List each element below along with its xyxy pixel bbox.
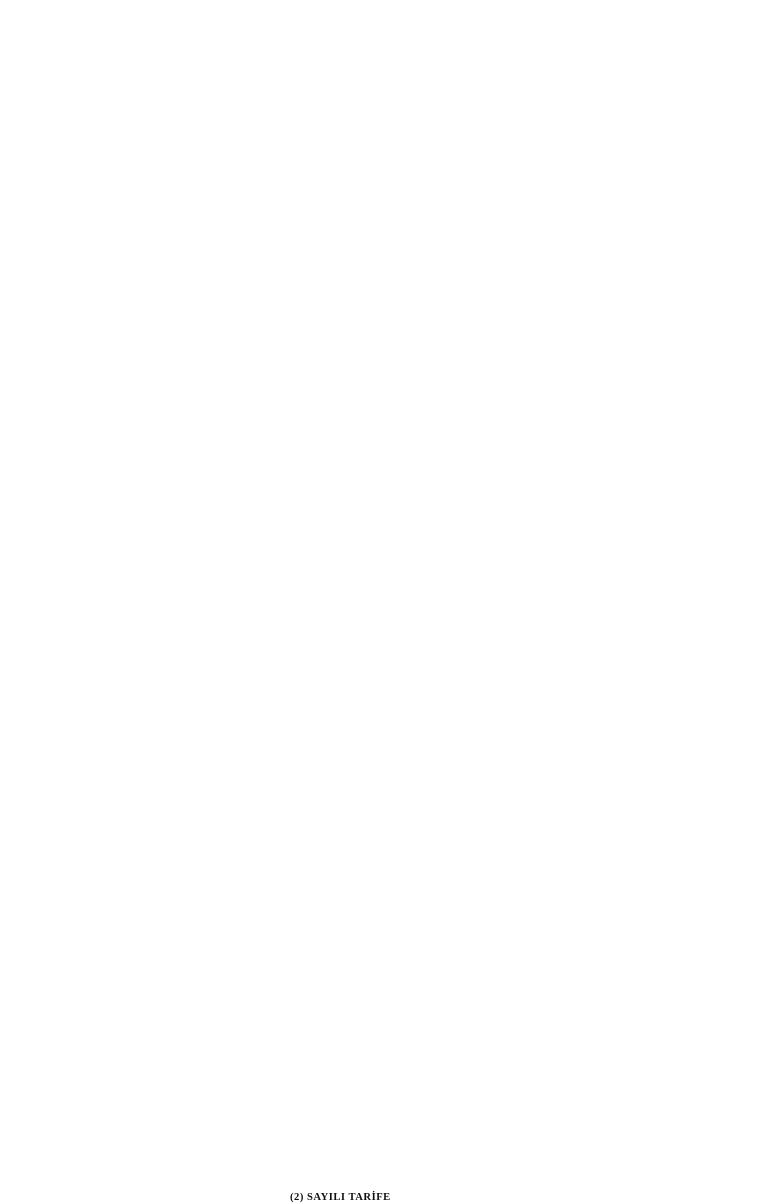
cut-off-heading: (2) SAYILI TARİFE — [290, 1192, 391, 1203]
